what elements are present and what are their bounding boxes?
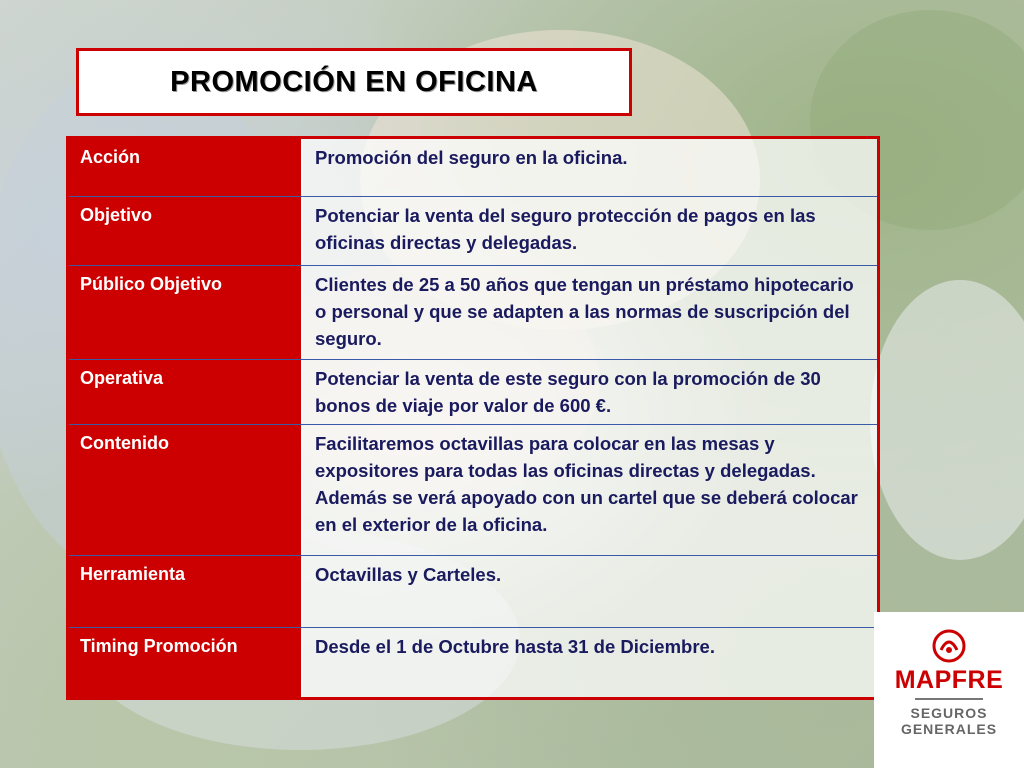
promotion-table <box>66 136 880 700</box>
row-label: Público Objetivo <box>69 266 303 359</box>
page-title: PROMOCIÓN EN OFICINA <box>170 65 538 98</box>
row-value: Facilitaremos octavillas para colocar en las mesas y expositores para todas las oficinas directas y delegadas. Además se verá apoyado con un cartel que se deberá colocar en el exterior de la oficina. <box>303 425 877 555</box>
table-row <box>69 556 877 628</box>
row-label: Contenido <box>69 425 303 555</box>
title-box <box>76 48 632 116</box>
table-row <box>69 197 877 266</box>
row-value: Octavillas y Carteles. <box>303 556 877 627</box>
mapfre-logo <box>874 612 1024 768</box>
row-value: Desde el 1 de Octubre hasta 31 de Diciembre. <box>303 628 877 697</box>
row-value: Clientes de 25 a 50 años que tengan un préstamo hipotecario o personal y que se adapten a las normas de suscripción del seguro. <box>303 266 877 359</box>
row-value: Potenciar la venta de este seguro con la promoción de 30 bonos de viaje por valor de 600 €. <box>303 360 877 424</box>
row-label: Timing Promoción <box>69 628 303 697</box>
logo-subtitle-line2: GENERALES <box>900 721 998 737</box>
row-label: Herramienta <box>69 556 303 627</box>
row-label: Acción <box>69 139 303 196</box>
row-label: Objetivo <box>69 197 303 265</box>
logo-name: MAPFRE <box>894 666 1004 694</box>
table-row <box>69 360 877 425</box>
mapfre-emblem-icon <box>931 628 967 664</box>
table-row <box>69 139 877 197</box>
table-row <box>69 266 877 360</box>
table-row <box>69 425 877 556</box>
row-value: Promoción del seguro en la oficina. <box>303 139 877 196</box>
table-row <box>69 628 877 697</box>
logo-subtitle-line1: SEGUROS <box>910 705 988 721</box>
row-label: Operativa <box>69 360 303 424</box>
row-value: Potenciar la venta del seguro protección de pagos en las oficinas directas y delegadas. <box>303 197 877 265</box>
logo-divider <box>915 698 983 700</box>
